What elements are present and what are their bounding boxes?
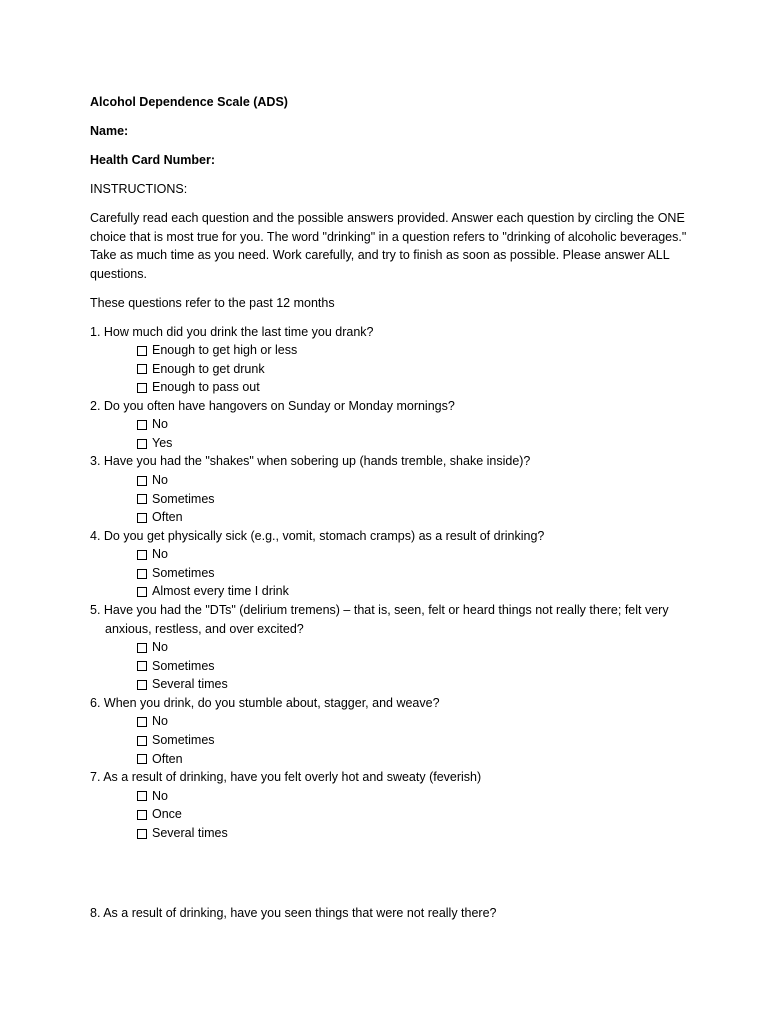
option-label: No <box>152 714 168 729</box>
option[interactable] <box>137 415 690 434</box>
option-label: No <box>152 547 168 562</box>
option-label: Often <box>152 751 183 766</box>
option[interactable] <box>137 508 690 527</box>
option-label: Sometimes <box>152 658 215 673</box>
checkbox[interactable] <box>137 420 147 430</box>
option[interactable] <box>137 341 690 360</box>
option[interactable] <box>137 490 690 509</box>
question-3 <box>90 452 690 526</box>
option-label: Enough to get high or less <box>152 343 298 358</box>
question-4 <box>90 527 690 601</box>
checkbox[interactable] <box>137 383 147 393</box>
checkbox[interactable] <box>137 643 147 653</box>
option-label: Almost every time I drink <box>152 584 289 599</box>
option-label: Several times <box>152 825 228 840</box>
option[interactable] <box>137 564 690 583</box>
checkbox[interactable] <box>137 736 147 746</box>
document-page <box>90 93 690 842</box>
option[interactable] <box>137 545 690 564</box>
option-label: No <box>152 640 168 655</box>
period-note: These questions refer to the past 12 months <box>90 295 335 310</box>
question-text: 1. How much did you drink the last time you drank? <box>90 324 374 339</box>
instructions-text: Carefully read each question and the possible answers provided. Answer each question by circling the ONE choice that is most true for you. The word "drinking" in a question refers to "drinking of alcoholic beverages." Take as much time as you need. Work carefully, and try to finish as soon as possible. Please answer ALL questions. <box>90 211 687 281</box>
option[interactable] <box>137 805 690 824</box>
question-7 <box>90 768 690 842</box>
option[interactable] <box>137 675 690 694</box>
checkbox[interactable] <box>137 717 147 727</box>
checkbox[interactable] <box>137 513 147 523</box>
option-label: Enough to get drunk <box>152 361 265 376</box>
checkbox[interactable] <box>137 810 147 820</box>
option-label: Several times <box>152 677 228 692</box>
checkbox[interactable] <box>137 569 147 579</box>
option-label: Sometimes <box>152 565 215 580</box>
checkbox[interactable] <box>137 791 147 801</box>
option[interactable] <box>137 712 690 731</box>
checkbox[interactable] <box>137 346 147 356</box>
instructions-heading: INSTRUCTIONS: <box>90 182 188 196</box>
checkbox[interactable] <box>137 550 147 560</box>
option[interactable] <box>137 360 690 379</box>
checkbox[interactable] <box>137 364 147 374</box>
option-label: Yes <box>152 435 173 450</box>
health-card-label: Health Card Number: <box>90 153 216 167</box>
option-label: Sometimes <box>152 491 215 506</box>
checkbox[interactable] <box>137 494 147 504</box>
option[interactable] <box>137 582 690 601</box>
question-6 <box>90 694 690 768</box>
option[interactable] <box>137 638 690 657</box>
option[interactable] <box>137 378 690 397</box>
option-label: Often <box>152 510 183 525</box>
option-label: Sometimes <box>152 732 215 747</box>
option[interactable] <box>137 434 690 453</box>
option[interactable] <box>137 787 690 806</box>
option[interactable] <box>137 824 690 843</box>
question-text: 4. Do you get physically sick (e.g., vomit, stomach cramps) as a result of drinking? <box>90 528 545 543</box>
option-label: No <box>152 788 168 803</box>
checkbox[interactable] <box>137 661 147 671</box>
checkbox[interactable] <box>137 680 147 690</box>
question-text: 3. Have you had the "shakes" when sobering up (hands tremble, shake inside)? <box>90 454 531 469</box>
question-text: 2. Do you often have hangovers on Sunday or Monday mornings? <box>90 398 455 413</box>
checkbox[interactable] <box>137 754 147 764</box>
option[interactable] <box>137 471 690 490</box>
checkbox[interactable] <box>137 829 147 839</box>
question-list <box>90 323 690 843</box>
option-label: No <box>152 417 168 432</box>
question-5 <box>90 601 690 694</box>
option-label: No <box>152 473 168 488</box>
name-label: Name: <box>90 124 129 138</box>
checkbox[interactable] <box>137 439 147 449</box>
option[interactable] <box>137 750 690 769</box>
checkbox[interactable] <box>137 587 147 597</box>
option[interactable] <box>137 657 690 676</box>
question-2 <box>90 397 690 453</box>
option-label: Once <box>152 807 182 822</box>
question-1 <box>90 323 690 397</box>
document-title: Alcohol Dependence Scale (ADS) <box>90 95 288 109</box>
question-text: 5. Have you had the "DTs" (delirium tremens) – that is, seen, felt or heard things not really there; felt very anxious, restless, and over excited? <box>90 603 669 636</box>
option[interactable] <box>137 731 690 750</box>
question-text: 6. When you drink, do you stumble about, stagger, and weave? <box>90 695 440 710</box>
option-label: Enough to pass out <box>152 380 260 395</box>
checkbox[interactable] <box>137 476 147 486</box>
question-8-text: 8. As a result of drinking, have you seen things that were not really there? <box>90 906 497 920</box>
question-text: 7. As a result of drinking, have you felt overly hot and sweaty (feverish) <box>90 770 482 785</box>
